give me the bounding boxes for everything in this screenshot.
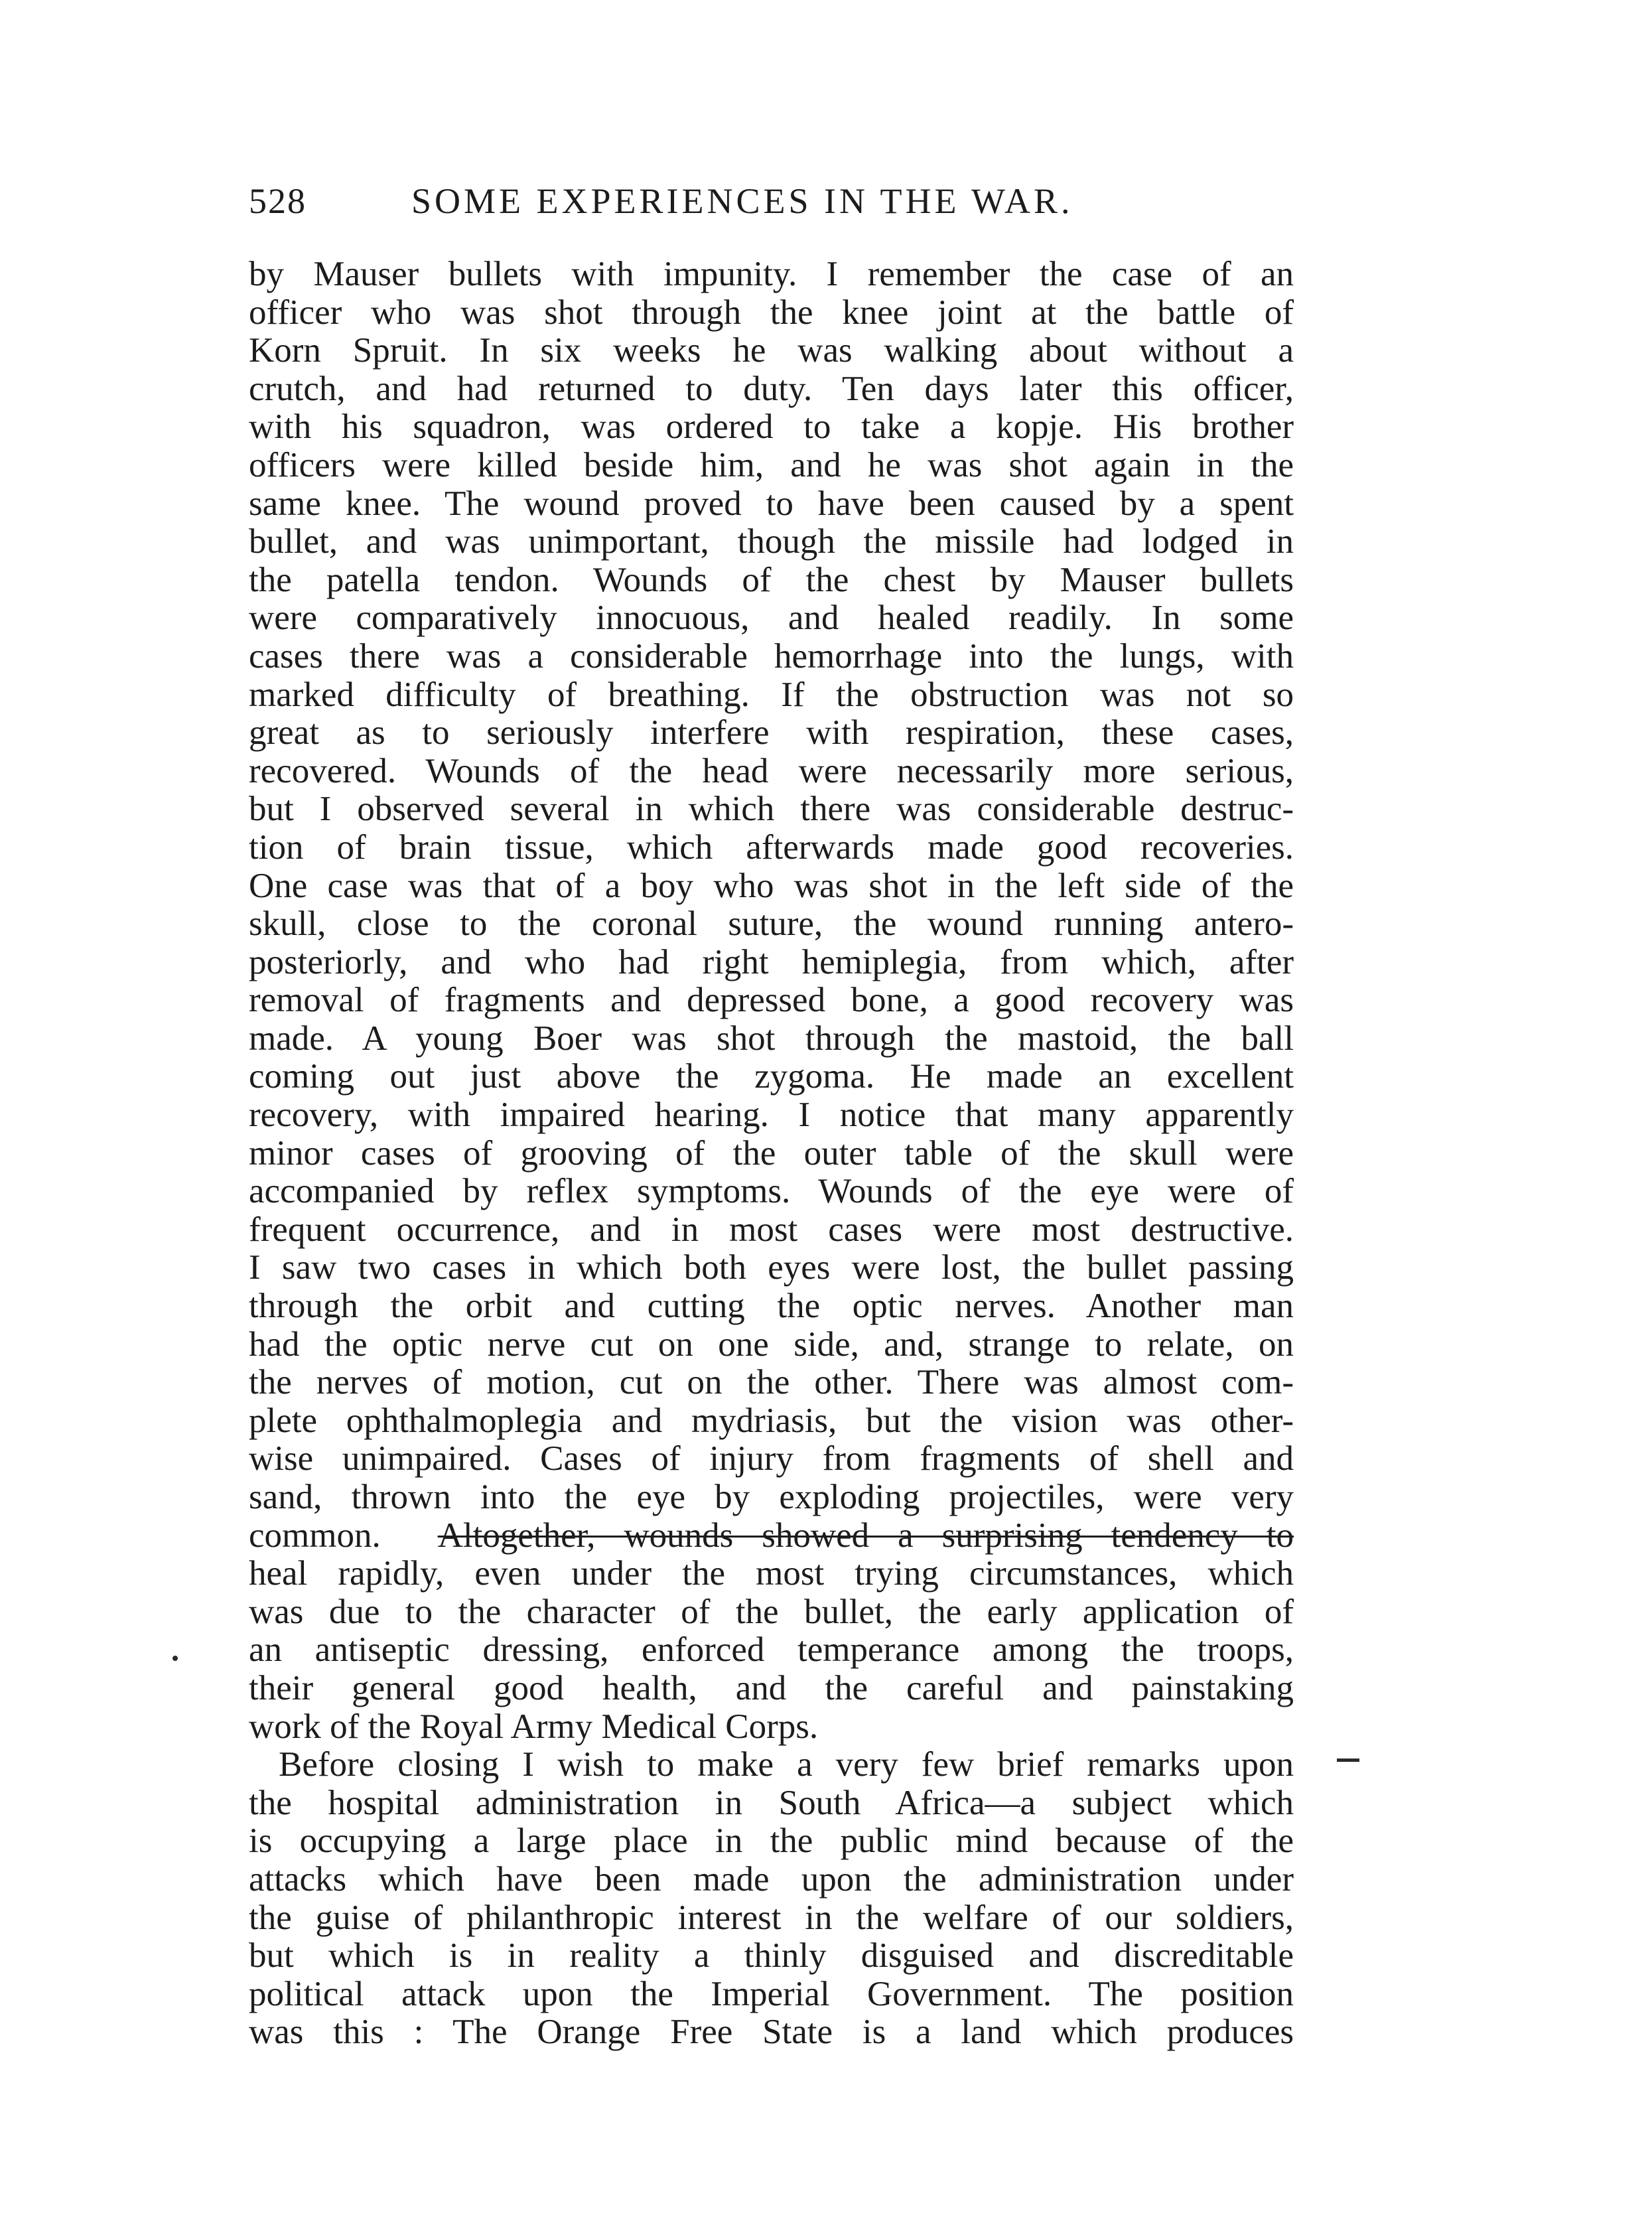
text-line: were comparatively innocuous, and healed readily. In some (249, 599, 1294, 638)
margin-dash-mark (1337, 1758, 1359, 1762)
text-line: officer who was shot through the knee joint at the battle of (249, 293, 1294, 332)
text-line: crutch, and had returned to duty. Ten days later this officer, (249, 369, 1294, 408)
text-line: is occupying a large place in the public mind because of the (249, 1822, 1294, 1861)
text-line: plete ophthalmoplegia and mydriasis, but the vision was other- (249, 1401, 1294, 1440)
paragraph-last-line: work of the Royal Army Medical Corps. (249, 1707, 819, 1746)
text-line: wise unimpaired. Cases of injury from fragments of shell and (249, 1439, 1294, 1478)
text-line: I saw two cases in which both eyes were lost, the bullet passing (249, 1248, 1294, 1287)
text-line: an antiseptic dressing, enforced temperance among the troops, (249, 1630, 1294, 1670)
text-line: marked difficulty of breathing. If the obstruction was not so (249, 675, 1294, 714)
text-line: was due to the character of the bullet, the early application of (249, 1592, 1294, 1631)
paragraph-first-line: Before closing I wish to make a very few brief remarks upon (279, 1745, 1294, 1784)
text-line: frequent occurrence, and in most cases were most destructive. (249, 1210, 1294, 1249)
text-line: sand, thrown into the eye by exploding projectiles, were very (249, 1478, 1294, 1516)
text-line: the patella tendon. Wounds of the chest by Mauser bullets (249, 560, 1294, 599)
text-line: removal of fragments and depressed bone, a good recovery was (249, 981, 1294, 1020)
text-line: attacks which have been made upon the administration under (249, 1859, 1294, 1899)
text-line: recovered. Wounds of the head were necessarily more serious, (249, 751, 1294, 790)
text-line: the hospital administration in South Africa—a subject which (249, 1783, 1294, 1822)
text-line: had the optic nerve cut on one side, and, strange to relate, on (249, 1325, 1294, 1364)
text-fragment: common. (249, 1516, 381, 1555)
text-line: made. A young Boer was shot through the mastoid, the ball (249, 1019, 1294, 1058)
text-line: heal rapidly, even under the most trying circumstances, which (249, 1554, 1294, 1593)
body-text (249, 255, 1294, 2052)
struck-through-text: Altogether, wounds showed a surprising tendency to (437, 1516, 1294, 1555)
text-line-with-strikethrough (249, 1517, 1294, 1555)
text-line: coming out just above the zygoma. He made an excellent (249, 1057, 1294, 1096)
text-line: One case was that of a boy who was shot in the left side of the (249, 866, 1294, 905)
text-line: with his squadron, was ordered to take a kopje. His brother (249, 407, 1294, 447)
text-line: the nerves of motion, cut on the other. There was almost com- (249, 1363, 1294, 1402)
running-title: SOME EXPERIENCES IN THE WAR. (411, 181, 1073, 221)
text-line: political attack upon the Imperial Government. The position (249, 1974, 1294, 2013)
text-line: but which is in reality a thinly disguised and discreditable (249, 1936, 1294, 1975)
text-line: their general good health, and the careful and painstaking (249, 1668, 1294, 1707)
text-line: by Mauser bullets with impunity. I remember the case of an (249, 255, 1294, 293)
text-line: officers were killed beside him, and he was shot again in the (249, 445, 1294, 484)
text-line: same knee. The wound proved to have been caused by a spent (249, 484, 1294, 523)
text-line: tion of brain tissue, which afterwards made good recoveries. (249, 827, 1294, 867)
text-line: through the orbit and cutting the optic nerves. Another man (249, 1287, 1294, 1326)
text-line: recovery, with impaired hearing. I notice that many apparently (249, 1096, 1294, 1135)
text-line: was this : The Orange Free State is a land which produces (249, 2013, 1294, 2052)
text-line: bullet, and was unimportant, though the missile had lodged in (249, 522, 1294, 561)
text-line: posteriorly, and who had right hemiplegia, from which, after (249, 942, 1294, 981)
text-line: cases there was a considerable hemorrhage into the lungs, with (249, 636, 1294, 676)
page-header (249, 180, 1290, 234)
text-line: the guise of philanthropic interest in the welfare of our soldiers, (249, 1898, 1294, 1937)
text-line: great as to seriously interfere with respiration, these cases, (249, 713, 1294, 753)
text-line: minor cases of grooving of the outer table of the skull were (249, 1133, 1294, 1173)
text-line: skull, close to the coronal suture, the wound running antero- (249, 904, 1294, 944)
page-number: 528 (249, 181, 307, 221)
text-line: but I observed several in which there was considerable destruc- (249, 790, 1294, 829)
margin-speck (172, 1656, 178, 1661)
text-line: accompanied by reflex symptoms. Wounds of the eye were of (249, 1172, 1294, 1211)
text-line: Korn Spruit. In six weeks he was walking about without a (249, 331, 1294, 370)
